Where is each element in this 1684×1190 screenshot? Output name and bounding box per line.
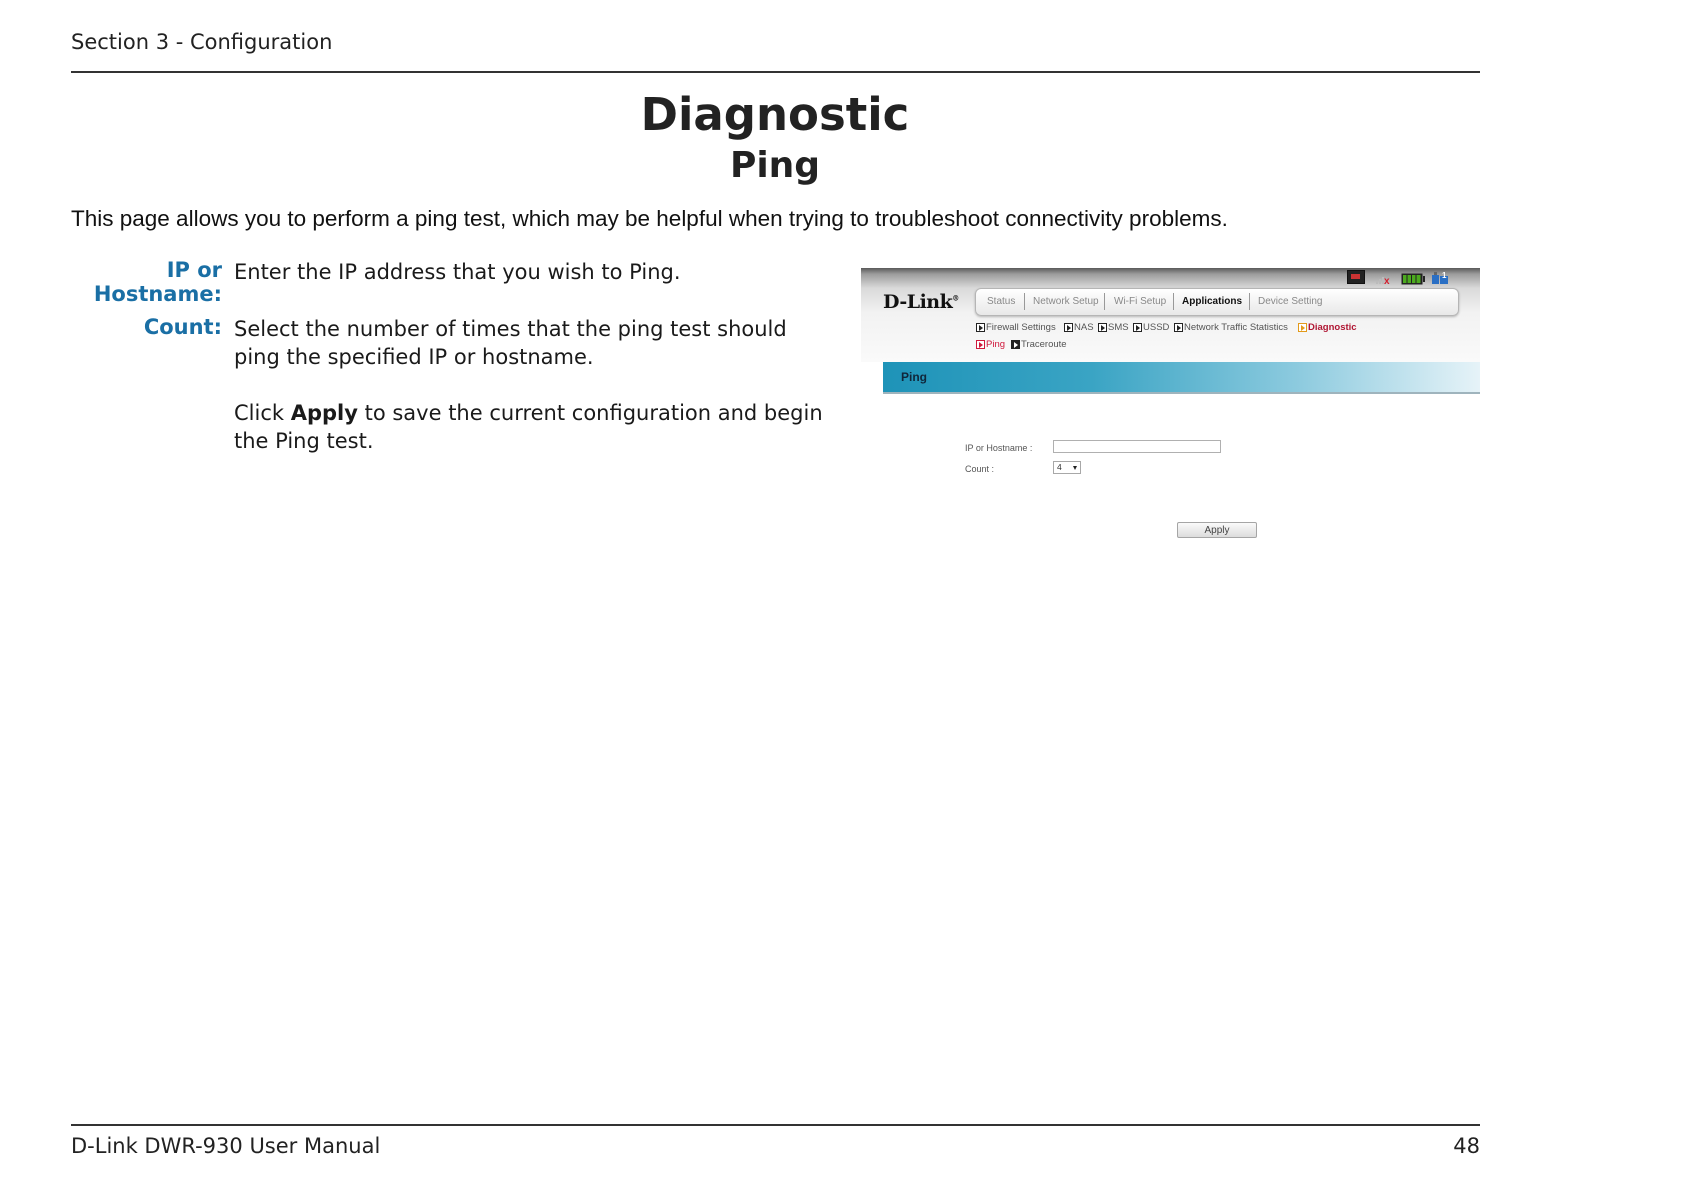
router-ui-screenshot	[861, 268, 1480, 548]
svg-text:x: x	[1384, 276, 1390, 285]
arrow-icon	[1098, 323, 1107, 332]
tab-device-setting[interactable]: Device Setting	[1258, 296, 1323, 307]
submenu-label: Traceroute	[1021, 339, 1067, 350]
sim-status-icon	[1347, 270, 1365, 284]
footer-rule	[71, 1124, 1480, 1126]
submenu-nas[interactable]	[1064, 322, 1094, 333]
nav-bar	[975, 288, 1459, 316]
arrow-icon	[976, 323, 985, 332]
tab-status[interactable]: Status	[987, 296, 1016, 307]
logo-text: D-Link	[883, 291, 953, 313]
nav-separator	[1173, 293, 1174, 310]
page-title: Diagnostic	[640, 88, 910, 141]
intro-paragraph: This page allows you to perform a ping test, which may be helpful when trying to troubleshoot connectivity problems.	[71, 206, 1228, 231]
submenu-sms[interactable]	[1098, 322, 1129, 333]
arrow-icon	[1298, 323, 1307, 332]
desc-count: Select the number of times that the ping test should ping the specified IP or hostname.	[234, 317, 787, 369]
nav-separator	[1024, 293, 1025, 310]
submenu-label: Diagnostic	[1308, 322, 1357, 333]
count-label: Count :	[965, 464, 995, 474]
apply-button[interactable]: Apply	[1177, 522, 1257, 538]
section-header: Section 3 - Configuration	[71, 30, 333, 54]
desc-ip-hostname: Enter the IP address that you wish to Ping.	[234, 260, 681, 284]
submenu-label: SMS	[1108, 322, 1129, 333]
arrow-icon	[1174, 323, 1183, 332]
submenu-traceroute[interactable]	[1011, 339, 1067, 350]
arrow-icon	[976, 340, 985, 349]
arrow-icon	[1133, 323, 1142, 332]
desc-apply-note	[234, 399, 834, 455]
sim-card-icon	[1431, 270, 1449, 282]
sim-badge: 1	[1442, 271, 1447, 280]
nav-separator	[1104, 293, 1105, 310]
section-bar	[883, 362, 1480, 394]
section-title: Ping	[901, 370, 927, 384]
submenu-label: Network Traffic Statistics	[1184, 322, 1288, 333]
count-select[interactable]	[1053, 461, 1081, 474]
term-ip-hostname: IP or Hostname:	[93, 258, 222, 306]
apply-note-prefix: Click	[234, 401, 291, 425]
dlink-logo: D-Link®	[883, 291, 959, 313]
term-count: Count:	[143, 315, 222, 339]
battery-icon	[1401, 270, 1425, 282]
arrow-icon	[1011, 340, 1020, 349]
apply-note-suffix: to save the current configuration and begin the Ping test.	[234, 401, 823, 453]
arrow-icon	[1064, 323, 1073, 332]
hostname-input[interactable]	[1053, 440, 1221, 453]
tab-wifi-setup[interactable]: Wi-Fi Setup	[1114, 296, 1167, 307]
nav-separator	[1249, 293, 1250, 310]
count-value: 4	[1057, 462, 1062, 472]
host-label: IP or Hostname :	[965, 443, 1033, 453]
submenu-network-traffic-statistics[interactable]	[1174, 322, 1288, 333]
dropdown-caret-icon	[1073, 466, 1077, 470]
tab-applications[interactable]: Applications	[1182, 296, 1243, 307]
submenu-ussd[interactable]	[1133, 322, 1169, 333]
apply-note-bold: Apply	[290, 401, 358, 425]
submenu-label: Ping	[986, 339, 1006, 350]
submenu-firewall-settings[interactable]	[976, 322, 1056, 333]
submenu-ping[interactable]	[976, 339, 1005, 350]
page-number: 48	[1453, 1134, 1480, 1158]
footer-manual-title: D-Link DWR-930 User Manual	[71, 1134, 381, 1158]
submenu-diagnostic[interactable]	[1298, 322, 1357, 333]
submenu-label: NAS	[1074, 322, 1094, 333]
submenu-label: Firewall Settings	[986, 322, 1056, 333]
header-rule	[71, 71, 1480, 73]
signal-icon	[1375, 270, 1391, 285]
page-subtitle: Ping	[729, 145, 821, 186]
tab-network-setup[interactable]: Network Setup	[1033, 296, 1099, 307]
submenu-label: USSD	[1143, 322, 1170, 333]
